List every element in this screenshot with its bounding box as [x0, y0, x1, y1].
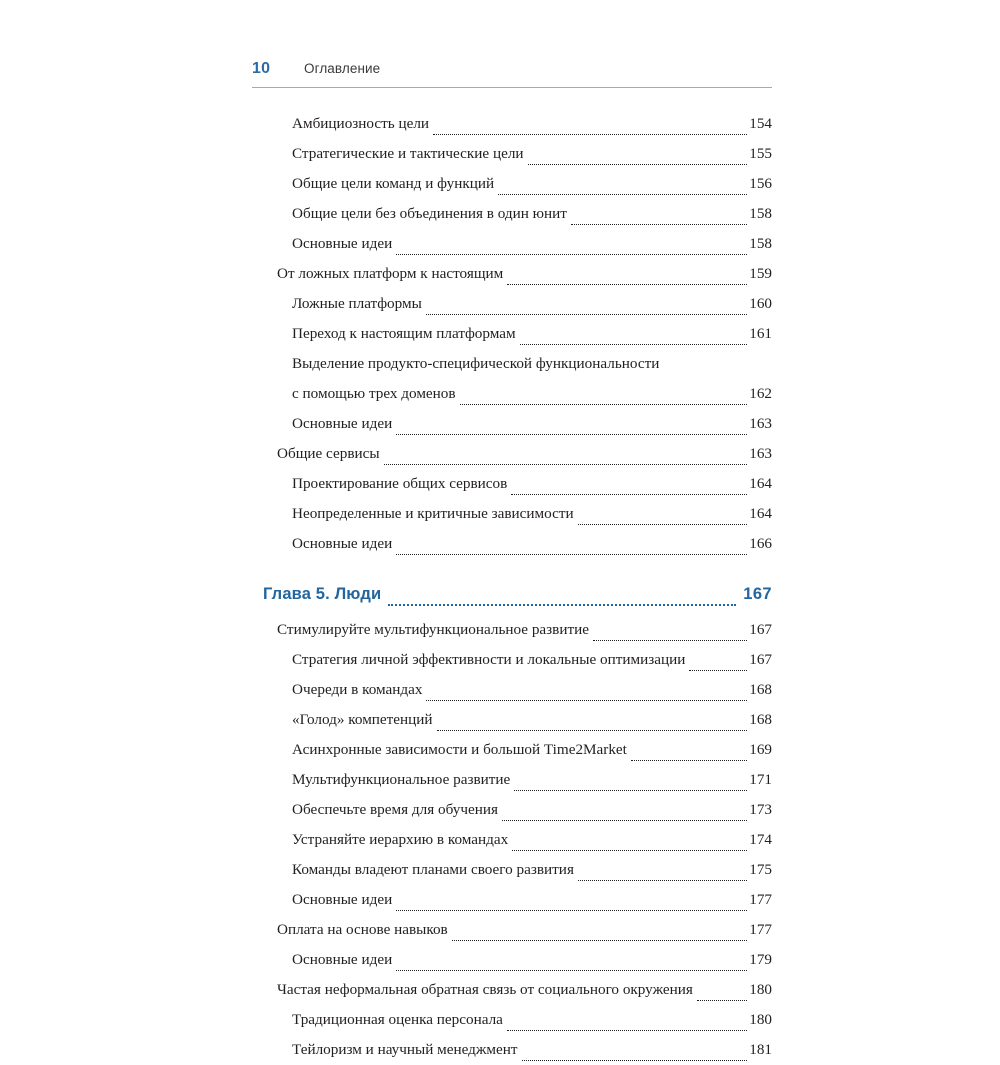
toc-entry-page-number: 181 — [749, 1041, 772, 1058]
toc-entry-title: Основные идеи — [292, 535, 393, 552]
toc-entry-page-number: 180 — [749, 1011, 772, 1028]
toc-entry[interactable] — [252, 439, 772, 469]
dot-leader — [422, 690, 749, 705]
toc-entry-page-number: 154 — [749, 115, 772, 132]
table-of-contents — [252, 109, 772, 1065]
toc-entry[interactable] — [252, 229, 772, 259]
toc-entry[interactable] — [252, 975, 772, 1005]
toc-entry[interactable] — [252, 349, 772, 409]
toc-entry-title: Асинхронные зависимости и большой Time2Market — [292, 741, 627, 758]
toc-entry-page-number: 180 — [749, 981, 772, 998]
dot-leader — [422, 304, 749, 319]
toc-entry-page-number: 158 — [749, 235, 772, 252]
dot-leader — [508, 840, 749, 855]
toc-entry-title: От ложных платформ к настоящим — [277, 265, 504, 282]
toc-entry-title: Общие цели без объединения в один юнит — [292, 205, 567, 222]
toc-entry-title: Стратегические и тактические цели — [292, 145, 524, 162]
dot-leader — [574, 870, 749, 885]
toc-entry-title: Стимулируйте мультифункциональное развитие — [277, 621, 589, 638]
dot-leader — [392, 424, 749, 439]
toc-entry-title: Оплата на основе навыков — [277, 921, 448, 938]
toc-entry[interactable] — [252, 735, 772, 765]
toc-entry-title: Ложные платформы — [292, 295, 422, 312]
toc-entry-title: Обеспечьте время для обучения — [292, 801, 498, 818]
toc-entry-page-number: 175 — [749, 861, 772, 878]
dot-leader — [456, 394, 750, 409]
toc-entry[interactable] — [252, 469, 772, 499]
dot-leader — [503, 274, 749, 289]
toc-entry-title: Команды владеют планами своего развития — [292, 861, 574, 878]
toc-entry[interactable] — [252, 645, 772, 675]
toc-entry[interactable] — [252, 615, 772, 645]
toc-entry[interactable] — [252, 109, 772, 139]
dot-leader — [685, 660, 749, 675]
dot-leader — [448, 930, 750, 945]
toc-entry-title: Очереди в командах — [292, 681, 423, 698]
toc-entry-page-number: 173 — [749, 801, 772, 818]
toc-entry-title: Основные идеи — [292, 235, 393, 252]
toc-entry-page-number: 163 — [749, 445, 772, 462]
toc-entry-title: Амбициозность цели — [292, 115, 430, 132]
toc-entry[interactable] — [252, 795, 772, 825]
running-header — [252, 60, 772, 78]
dot-leader — [627, 750, 749, 765]
toc-entry[interactable] — [252, 199, 772, 229]
toc-entry-title: Неопределенные и критичные зависимости — [292, 505, 574, 522]
toc-entry-title: Основные идеи — [292, 415, 393, 432]
toc-entry[interactable] — [252, 1035, 772, 1065]
toc-entry-page-number: 167 — [743, 585, 772, 603]
dot-leader — [589, 630, 749, 645]
toc-entry-title: Устраняйте иерархию в командах — [292, 831, 509, 848]
dot-leader — [429, 124, 749, 139]
toc-entry[interactable] — [252, 675, 772, 705]
toc-entry-title: Мультифункциональное развитие — [292, 771, 511, 788]
toc-entry-page-number: 164 — [749, 475, 772, 492]
toc-entry-title: Выделение продукто-специфической функциональности — [292, 355, 660, 372]
toc-entry[interactable] — [252, 705, 772, 735]
toc-entry-title: Частая неформальная обратная связь от социального окружения — [277, 981, 693, 998]
toc-entry-title: Тейлоризм и научный менеджмент — [292, 1041, 518, 1058]
toc-entry-page-number: 167 — [749, 621, 772, 638]
toc-entry-title: Переход к настоящим платформам — [292, 325, 516, 342]
toc-entry[interactable] — [252, 529, 772, 559]
header-title: Оглавление — [304, 61, 381, 76]
toc-entry-page-number: 167 — [749, 651, 772, 668]
header-divider — [252, 87, 772, 88]
dot-leader — [433, 720, 750, 735]
dot-leader — [380, 454, 750, 469]
toc-chapter-entry[interactable] — [252, 577, 772, 611]
toc-entry[interactable] — [252, 289, 772, 319]
toc-entry-page-number: 166 — [749, 535, 772, 552]
toc-entry-title: «Голод» компетенций — [292, 711, 433, 728]
dot-leader — [524, 154, 750, 169]
toc-entry-page-number: 177 — [749, 921, 772, 938]
dot-leader — [392, 900, 749, 915]
toc-entry-page-number: 169 — [749, 741, 772, 758]
toc-entry[interactable] — [252, 499, 772, 529]
dot-leader — [510, 780, 749, 795]
dot-leader — [392, 544, 749, 559]
toc-entry[interactable] — [252, 945, 772, 975]
toc-entry-page-number: 168 — [749, 681, 772, 698]
toc-entry-title: Основные идеи — [292, 951, 393, 968]
toc-entry-page-number: 161 — [749, 325, 772, 342]
toc-entry[interactable] — [252, 825, 772, 855]
dot-leader — [494, 184, 749, 199]
toc-entry-page-number: 179 — [749, 951, 772, 968]
toc-entry-page-number: 159 — [749, 265, 772, 282]
dot-leader — [574, 514, 750, 529]
toc-entry-title: Общие сервисы — [277, 445, 380, 462]
dot-leader — [507, 484, 749, 499]
toc-entry[interactable] — [252, 259, 772, 289]
toc-entry[interactable] — [252, 169, 772, 199]
toc-entry-title: Глава 5. Люди — [263, 585, 382, 603]
toc-entry-page-number: 155 — [749, 145, 772, 162]
toc-entry-page-number: 168 — [749, 711, 772, 728]
toc-entry-title: Общие цели команд и функций — [292, 175, 495, 192]
dot-leader — [518, 1050, 750, 1065]
toc-entry-page-number: 163 — [749, 415, 772, 432]
toc-entry-page-number: 164 — [749, 505, 772, 522]
dot-leader — [503, 1020, 749, 1035]
toc-entry[interactable] — [252, 765, 772, 795]
toc-entry[interactable] — [252, 885, 772, 915]
toc-entry[interactable] — [252, 139, 772, 169]
dot-leader — [567, 214, 749, 229]
toc-entry[interactable] — [252, 319, 772, 349]
toc-entry-title: Стратегия личной эффективности и локальные оптимизации — [292, 651, 686, 668]
dot-leader — [498, 810, 749, 825]
dot-leader — [381, 595, 743, 612]
toc-entry[interactable] — [252, 409, 772, 439]
dot-leader — [693, 990, 749, 1005]
dot-leader — [516, 334, 750, 349]
toc-entry-page-number: 177 — [749, 891, 772, 908]
toc-entry-page-number: 158 — [749, 205, 772, 222]
toc-entry-page-number: 174 — [749, 831, 772, 848]
dot-leader — [392, 960, 749, 975]
toc-entry-title: Основные идеи — [292, 891, 393, 908]
toc-entry[interactable] — [252, 1005, 772, 1035]
dot-leader — [392, 244, 749, 259]
toc-entry-title-continued — [292, 379, 772, 409]
page-number-folio: 10 — [252, 60, 271, 77]
toc-entry[interactable] — [252, 855, 772, 885]
toc-entry-title: Традиционная оценка персонала — [292, 1011, 503, 1028]
toc-entry-title: Проектирование общих сервисов — [292, 475, 508, 492]
toc-entry-page-number: 171 — [749, 771, 772, 788]
toc-entry-page-number: 162 — [749, 385, 772, 402]
toc-entry-page-number: 160 — [749, 295, 772, 312]
toc-entry-page-number: 156 — [749, 175, 772, 192]
toc-entry-title-text: с помощью трех доменов — [292, 385, 456, 402]
toc-entry[interactable] — [252, 915, 772, 945]
